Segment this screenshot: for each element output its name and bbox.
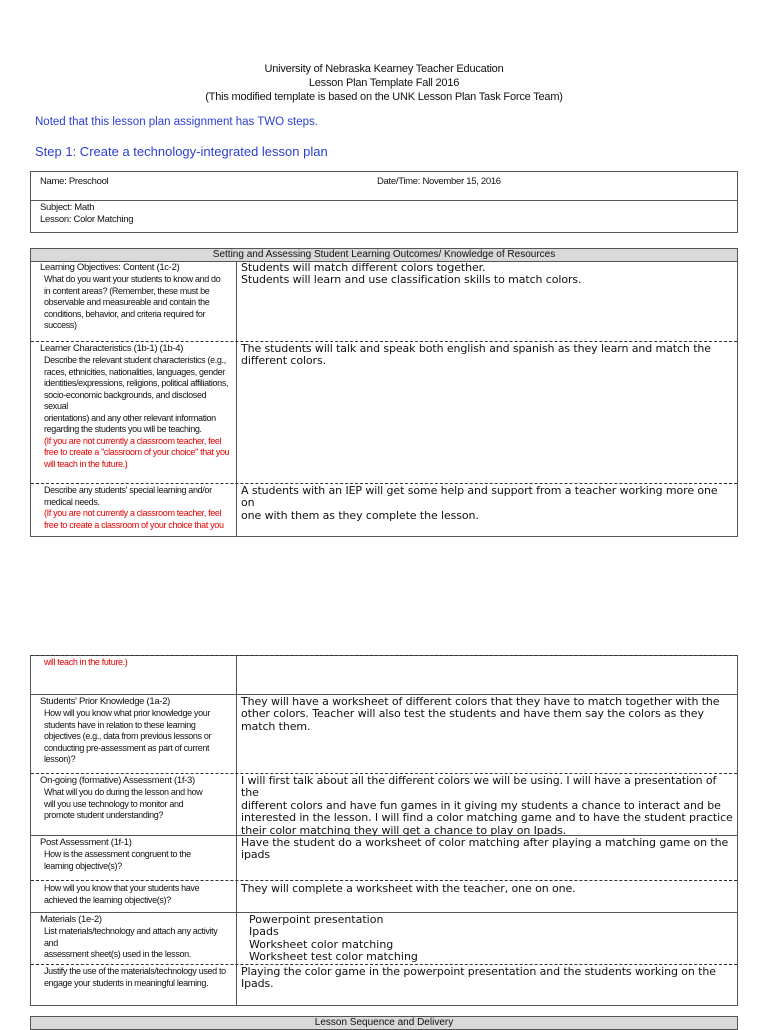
step1-heading: Step 1: Create a technology-integrated lesson plan — [35, 144, 328, 159]
section-title: Setting and Assessing Student Learning Outcomes/ Knowledge of Resources — [30, 248, 738, 262]
materials-list — [249, 914, 729, 964]
outcomes-table-part1 — [30, 261, 738, 537]
achieved-answer: They will complete a worksheet with the teacher, one on one. — [241, 882, 576, 895]
special-needs-label: Describe any students' special learning and/or medical needs. (If you are not currently a classroom teacher, feel free to create a classroom of your choice that you — [44, 485, 224, 530]
prior-knowledge-answer: They will have a worksheet of different colors that they have to match together with the other colors. Teacher will also test the students and have them say the colors as they match them. — [241, 695, 720, 733]
objectives-label: Learning Objectives: Content (1c-2) What do you want your students to know and do in content areas? (Remember, these must be observable and measureable and contain the conditions, behavior, and criteria required for success) — [40, 262, 221, 330]
objectives-answer: Students will match different colors together. Students will learn and use classification skills to match colors. — [241, 261, 582, 287]
post-assessment-answer: Have the student do a worksheet of color matching after playing a matching game on the ipads — [241, 836, 729, 862]
special-needs-answer: A students with an IEP will get some help and support from a teacher working more one on one with them as they complete the lesson. — [241, 484, 718, 522]
name-field: Name: Preschool — [40, 176, 109, 187]
achieved-label: How will you know that your students have achieved the learning objective(s)? — [44, 883, 200, 905]
lesson-field: Lesson: Color Matching — [40, 214, 134, 225]
two-steps-note: Noted that this lesson plan assignment has TWO steps. — [35, 116, 318, 128]
subject-field: Subject: Math — [40, 202, 95, 213]
learner-label: Learner Characteristics (1b-1) (1b-4) Describe the relevant student characteristics (e.g., races, ethnicities, nationalities, languages, gender identities/expressions, religions, political affiliations, socio-economic backgrounds, and disclosed sexual orientations) and any other relevant information regarding the students you will be teaching. (If you are not currently a classroom teacher, feel free to create a "classroom of your choice" that you will teach in the future.) — [40, 343, 230, 469]
materials-label: Materials (1e-2) List materials/technology and attach any activity and assessment sheet(s) used in the lesson. — [40, 914, 218, 959]
university-title: University of Nebraska Kearney Teacher Education — [264, 63, 504, 75]
material-item: Powerpoint presentation — [249, 913, 384, 926]
material-item: Worksheet test color matching — [249, 950, 418, 964]
post-assessment-label: Post Assessment (1f-1) How is the assessment congruent to the learning objective(s)? — [40, 837, 191, 871]
material-item: Ipads — [249, 925, 279, 939]
template-title: Lesson Plan Template Fall 2016 — [308, 77, 460, 89]
page-break-dash — [31, 655, 737, 656]
info-box — [30, 171, 738, 233]
ongoing-assessment-label: On-going (formative) Assessment (1f-3) What will you do during the lesson and how will you use technology to monitor and promote student understanding? — [40, 775, 203, 820]
template-subtitle: (This modified template is based on the UNK Lesson Plan Task Force Team) — [205, 91, 563, 103]
datetime-field: Date/Time: November 15, 2016 — [377, 176, 501, 187]
ongoing-assessment-answer: I will first talk about all the different colors we will be using. I will have a presentation of the different colors and have fun games in it giving my students a chance to interact and be interested in the lesson. I will find a color matching game and to have the student practice their color matching they will get a chance to play on Ipads. — [241, 774, 733, 837]
prior-knowledge-label: Students' Prior Knowledge (1a-2) How will you know what prior knowledge your students have in relation to these learning objectives (e.g., data from previous lessons or conducting pre-assessment as part of current lesson)? — [40, 696, 212, 764]
justify-label: Justify the use of the materials/technology used to engage your students in meaningful learning. — [44, 966, 226, 988]
learner-answer: The students will talk and speak both english and spanish as they learn and match the different colors. — [241, 342, 711, 368]
material-item: Worksheet color matching — [249, 937, 394, 951]
justify-answer: Playing the color game in the powerpoint presentation and the students working on the Ipads. — [241, 965, 716, 991]
continued-text: will teach in the future.) — [44, 657, 128, 667]
lesson-sequence-section-title: Lesson Sequence and Delivery — [30, 1016, 738, 1030]
outcomes-table-part2 — [30, 655, 738, 1006]
row-divider — [31, 880, 737, 881]
